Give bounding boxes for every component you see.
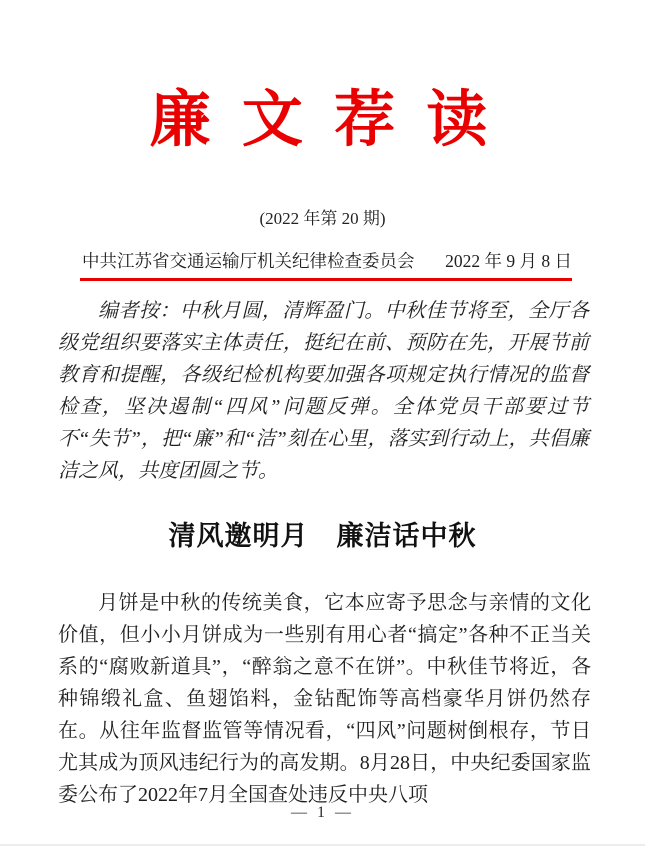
article-title: 清风邀明月 廉洁话中秋 bbox=[168, 521, 477, 552]
masthead-title: 廉 文 荐 读 bbox=[149, 87, 496, 154]
red-divider-rule bbox=[80, 278, 572, 281]
issuer-name: 中共江苏省交通运输厅机关纪律检查委员会 bbox=[82, 251, 415, 272]
issue-number: (2022 年第 20 期) bbox=[259, 209, 386, 229]
page-number: — 1 — bbox=[291, 804, 354, 821]
editor-note-paragraph: 编者按：中秋月圆，清辉盈门。中秋佳节将至，全厅各级党组织要落实主体责任，挺纪在前、预防在先，开展节前教育和提醒，各级纪检机构要加强各项规定执行情况的监督检查，坚决遏制“四风”问题反弹。全体党员干部要过节不“失节”，把“廉”和“洁”刻在心里，落实到行动上，共倡廉洁之风，共度团圆之节。 bbox=[58, 300, 589, 483]
publish-date: 2022 年 9 月 8 日 bbox=[445, 251, 572, 272]
masthead-row bbox=[82, 249, 572, 273]
article-body-paragraph: 月饼是中秋的传统美食，它本应寄予思念与亲情的文化价值，但小小月饼成为一些别有用心者“搞定”各种不正当关系的“腐败新道具”，“醉翁之意不在饼”。中秋佳节将近，各种锦缎礼盒、鱼翅馅料，金钻配饰等高档豪华月饼仍然存在。从往年监督监管等情况看，“四风”问题树倒根存，节日尤其成为顶风违纪行为的高发期。8月28日，中央纪委国家监委公布了2022年7月全国查处违反中央八项 bbox=[58, 592, 591, 807]
